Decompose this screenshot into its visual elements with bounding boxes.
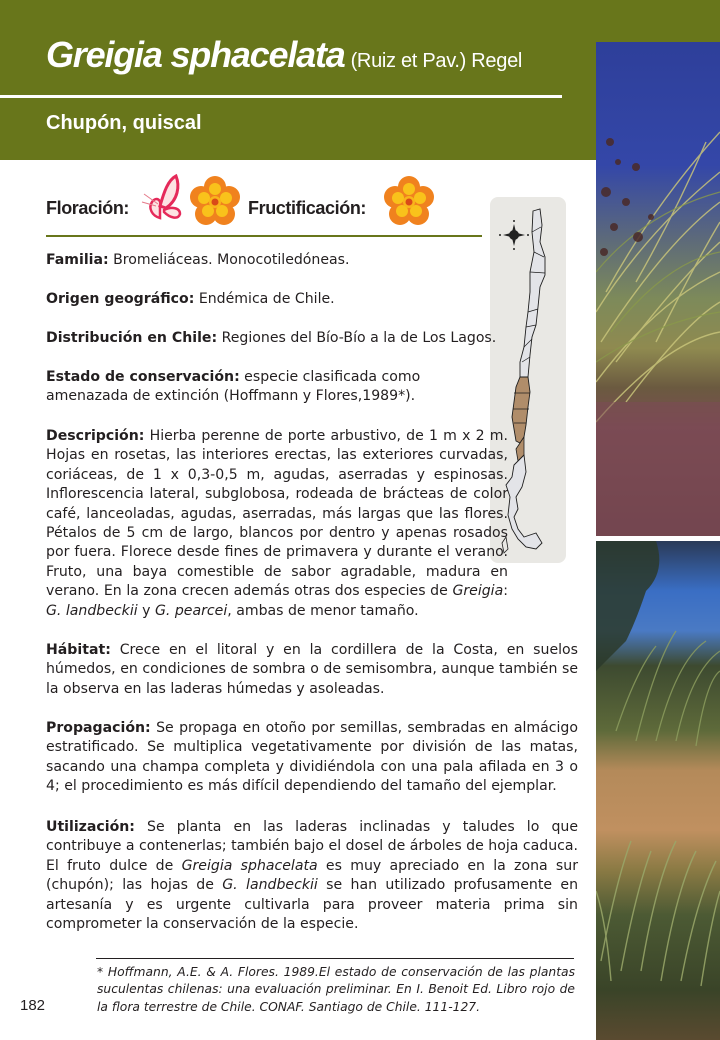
utilizacion-text: se han utilizado profusamente en artesanía y es urgente cultivarla para proveer materia prima sin comprometer la conservación de la especie. xyxy=(46,877,579,933)
section-utilizacion xyxy=(46,818,578,934)
footnote: * Hoffmann, A.E. & A. Flores. 1989.El estado de conservación de las plantas suculentas chilenas: una evaluación preliminar. En I. Benoit Ed. Libro rojo de la flora terrestre de Chile. CONAF. Santiago de Chile. 111-127. xyxy=(97,965,575,1014)
descripcion-text: : xyxy=(503,583,508,600)
phenology-divider xyxy=(46,235,482,237)
fruiting-label: Fructificación: xyxy=(248,198,367,218)
section-propagacion xyxy=(46,719,578,797)
utilizacion-text: Se planta en las laderas inclinadas y taludes lo que contribuye a contenerlas; también bajo el dosel de árboles de hoja caduca. El fruto dulce de xyxy=(46,819,578,874)
descripcion-text: Hierba perenne de porte arbustivo, de 1 m x 2 m. Hojas en rosetas, las interiores erectas, las exteriores curvadas, coriáceas, de 1 x 0,3-0,5 m, agudas, aserradas y espinosas. Inflorescencia lateral, subglobosa, rodeada de brácteas de color café, lanceoladas, agudas, aserradas, más largas que las flores. Pétalos de 5 cm de largo, blancos por dentro y apenas rosados por fuera. Florece desde fines de primavera y durante el verano. Fruto, una baya comestible de sabor agradable, madura en verano. En la zona crecen además otras dos especies de xyxy=(46,428,508,600)
familia-text: Bromeliáceas. Monocotiledóneas. xyxy=(108,252,350,268)
origen-text: Endémica de Chile. xyxy=(194,291,335,307)
origen-label: Origen geográfico: xyxy=(46,291,195,307)
utilizacion-label: Utilización: xyxy=(46,819,135,835)
familia-label: Familia: xyxy=(46,252,109,268)
habitat-label: Hábitat: xyxy=(46,642,111,658)
distribucion-text: Regiones del Bío-Bío a la de Los Lagos. xyxy=(217,330,497,346)
flowering-label: Floración: xyxy=(46,198,130,218)
section-origen xyxy=(46,290,335,309)
photo-plant-closeup xyxy=(596,42,720,536)
habitat-text: Crece en el litoral y en la cordillera de la Costa, en suelos húmedos, en condiciones de sombra o de semisombra, aunque también se la observa en las laderas húmedas y asoleadas. xyxy=(46,642,578,697)
estado-label: Estado de conservación: xyxy=(46,369,240,385)
species-name: G. pearcei xyxy=(154,602,228,619)
flower-icon xyxy=(190,176,240,226)
section-estado xyxy=(46,368,492,407)
species-title xyxy=(46,34,522,76)
descripcion-text: , ambas de menor tamaño. xyxy=(227,602,419,619)
page-number: 182 xyxy=(20,997,46,1014)
propagacion-text: Se propaga en otoño por semillas, sembradas en almácigo estratificado. Se multiplica vegetativamente por división de las matas, sacando una champa completa y dividiéndola con una pala afilada en 3 o 4; el procedimiento es más difícil dependiendo del tamaño del ejemplar. xyxy=(46,720,578,795)
section-familia xyxy=(46,251,350,270)
species-name: Greigia sphacelata xyxy=(181,857,318,874)
common-names: Chupón, quiscal xyxy=(46,112,202,134)
section-habitat xyxy=(46,641,578,699)
butterfly-icon xyxy=(138,172,184,222)
photo-plant-habitat xyxy=(596,541,720,1040)
descripcion-text: y xyxy=(137,602,155,619)
title-divider xyxy=(0,95,562,98)
estado-text: especie clasificada como amenazada de extinción (Hoffmann y Flores,1989*). xyxy=(46,369,421,405)
species-name: G. landbeckii xyxy=(222,877,318,894)
distribucion-label: Distribución en Chile: xyxy=(46,330,218,346)
utilizacion-text: es muy apreciado en la zona sur (chupón); las hojas de xyxy=(46,857,578,894)
footnote-divider xyxy=(96,958,574,959)
descripcion-label: Descripción: xyxy=(46,428,145,444)
compass-rose-icon xyxy=(499,220,529,250)
authority: (Ruiz et Pav.) Regel xyxy=(350,50,523,72)
species-name: G. landbeckii xyxy=(46,602,138,619)
propagacion-label: Propagación: xyxy=(46,720,151,736)
scientific-name: Greigia sphacelata xyxy=(46,34,345,75)
genus-name: Greigia xyxy=(452,583,504,600)
flower-icon xyxy=(384,176,434,226)
section-distribucion xyxy=(46,329,496,348)
section-descripcion xyxy=(46,427,508,621)
